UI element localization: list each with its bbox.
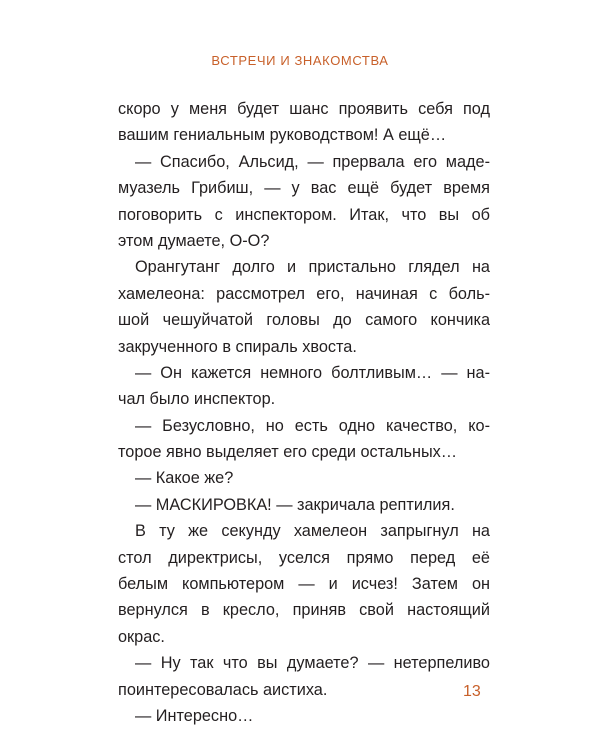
text-line: Орангутанг долго и пристально глядел на bbox=[135, 258, 490, 277]
text-line: — Какое же? bbox=[135, 469, 234, 488]
text-line: поинтересовалась аистиха. bbox=[118, 680, 328, 699]
text-line: — Ну так что вы думаете? — нетерпеливо bbox=[135, 654, 490, 673]
text-line: белым компьютером — и исчез! Затем он bbox=[118, 575, 490, 594]
text-line: вернулся в кресло, приняв свой настоящий bbox=[118, 601, 490, 620]
text-line: окрас. bbox=[118, 627, 165, 646]
text-line: скоро у меня будет шанс проявить себя под bbox=[118, 100, 490, 118]
book-text-block bbox=[118, 96, 490, 729]
text-line: муазель Грибиш, — у вас ещё будет время bbox=[118, 179, 490, 198]
text-line: — Он кажется немного болтливым… — на- bbox=[135, 363, 490, 382]
text-line: вашим гениальным руководством! А ещё… bbox=[118, 126, 447, 145]
text-line: закрученного в спираль хвоста. bbox=[118, 337, 357, 356]
text-line: — Спасибо, Альсид, — прервала его маде- bbox=[135, 152, 490, 171]
text-line: — МАСКИРОВКА! — закричала рептилия. bbox=[135, 495, 455, 514]
text-line: поговорить с инспектором. Итак, что вы об bbox=[118, 205, 490, 224]
running-head-title: ВСТРЕЧИ И ЗНАКОМСТВА bbox=[211, 53, 389, 68]
text-line: В ту же секунду хамелеон запрыгнул на bbox=[135, 522, 490, 541]
text-line: этом думаете, О-О? bbox=[118, 231, 270, 250]
text-line: хамелеона: рассмотрел его, начиная с боль- bbox=[118, 284, 490, 303]
text-line: — Безусловно, но есть одно качество, ко- bbox=[135, 416, 490, 435]
text-line: стол директрисы, уселся прямо перед её bbox=[118, 548, 490, 567]
text-line: шой чешуйчатой головы до самого кончика bbox=[118, 311, 490, 330]
page-number: 13 bbox=[463, 683, 481, 700]
text-line: торое явно выделяет его среди остальных… bbox=[118, 443, 458, 462]
text-line: чал было инспектор. bbox=[118, 390, 276, 409]
text-line: — Интересно… bbox=[135, 706, 254, 725]
